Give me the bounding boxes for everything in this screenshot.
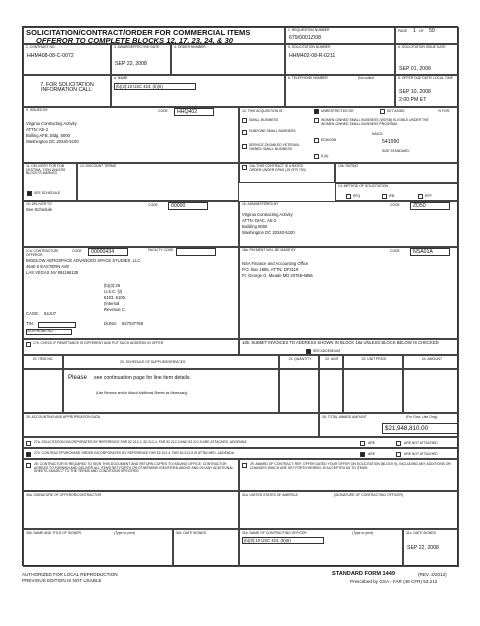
contractor-line: 4640 S EASTERN AVE <box>26 264 70 269</box>
administered-line: Building 6000 <box>242 224 268 229</box>
redaction-note: 6103, 6105 <box>104 295 125 300</box>
rating-label: 13b. RATING <box>338 164 359 168</box>
hubzone-label: HUBZONE SMALL BUSINESS <box>249 129 296 133</box>
discount-terms-label: 12. DISCOUNT TERMS <box>80 164 117 168</box>
administered-line: Washington DC 20340-5100 <box>242 230 295 235</box>
unit-cell <box>319 369 343 413</box>
title-block <box>23 27 285 44</box>
administered-line: Virginia Contracting Activity <box>242 212 293 217</box>
remittance-block <box>23 339 239 355</box>
contractor-sign-checkbox[interactable] <box>26 463 31 468</box>
rfq-checkbox[interactable] <box>346 194 351 199</box>
unit-price-label: 23. UNIT PRICE <box>361 357 387 361</box>
issued-by-block <box>23 107 239 163</box>
solicitation-info-block <box>23 75 111 107</box>
contractor-label: 17a. CONTRACTOR/ OFFEROR <box>26 249 59 257</box>
page-block <box>395 27 459 44</box>
administered-line: ATTN: DIAC, AE-2 <box>242 218 277 223</box>
unit-label: 22. UNIT <box>325 357 339 361</box>
rated-order-block <box>239 163 335 183</box>
27b-are-checkbox[interactable] <box>360 452 365 457</box>
award-date-label: 3. AWARD/EFFECTIVE DATE <box>114 45 160 49</box>
administered-code: ZD50 <box>413 203 426 209</box>
method-block <box>335 183 459 201</box>
item-no-label: 19. ITEM NO. <box>32 357 54 361</box>
award-date-block <box>111 44 171 75</box>
contractor-block <box>23 247 239 339</box>
deliver-to-code-field <box>168 202 208 210</box>
rated-order-checkbox[interactable] <box>242 165 247 170</box>
wosb-checkbox[interactable] <box>314 118 319 123</box>
solicitation-number-block <box>285 44 395 75</box>
total-award-amount: $21,948,810.00 <box>385 425 429 432</box>
administered-by-block <box>239 201 459 247</box>
see-schedule-checkbox[interactable] <box>27 191 32 196</box>
edwosb-checkbox[interactable] <box>314 138 319 143</box>
accounting-label: 25. ACCOUNTING AND APPROPRIATION DATA <box>26 415 101 419</box>
cage-code: 54JU7 <box>44 311 57 316</box>
solicitation-incorporates-checkbox[interactable] <box>26 441 31 446</box>
issued-by-line: Virginia Contracting Activity <box>26 121 77 126</box>
payment-code: NSA01A <box>413 249 433 255</box>
issue-date-label: 6. SOLICITATION ISSUE DATE <box>398 45 446 49</box>
phone-label: b. TELEPHONE NUMBER <box>288 76 328 80</box>
requisition-label: 1. REQUISITION NUMBER <box>288 28 330 32</box>
facility-code-label: FACILITY CODE <box>148 248 174 252</box>
requisition-number: 679/0001Z/08 <box>289 35 322 41</box>
officer-signature-label: (SIGNATURE OF CONTRACTING OFFICER) <box>334 493 404 497</box>
see-schedule-label: SEE SCHEDULE <box>34 191 61 195</box>
officer-name-value: (b)(3):10 USC 424, (b)(6) <box>244 538 291 543</box>
officer-signature-block <box>239 491 459 529</box>
contact-name-label: a. NAME <box>114 76 128 80</box>
rfp-checkbox[interactable] <box>418 194 423 199</box>
contractor-code-field <box>88 248 128 256</box>
schedule-header <box>63 355 279 369</box>
unit-header <box>319 355 343 369</box>
ifb-checkbox[interactable] <box>382 194 387 199</box>
addendum-label: SEE ADDENDUM <box>313 349 341 353</box>
issued-by-line: ATTN: AE-2 <box>26 127 49 132</box>
item-no-header <box>23 355 63 369</box>
remittance-label: 17b. CHECK IF REMITTANCE IS DIFFERENT AND PUT SUCH ADDRESS IN OFFER <box>33 341 164 345</box>
discount-terms-block <box>77 163 239 201</box>
usa-label: 31a. UNITED STATES OF AMERICA <box>242 493 298 497</box>
unit-price-header <box>343 355 403 369</box>
deliver-to-value: See Schedule <box>26 207 53 212</box>
payment-label: 18a. PAYMENT WILL BE MADE BY <box>242 248 296 252</box>
offeror-signature-label: 30a. SIGNATURE OF OFFEROR/CONTRACTOR <box>26 493 102 497</box>
issued-by-code-field <box>174 108 214 116</box>
signer-name-label: 30b. NAME AND TITLE OF SIGNER <box>26 531 81 535</box>
amount-cell <box>403 369 459 413</box>
schedule-cell <box>63 369 279 413</box>
officer-date-value: SEP 22, 2008 <box>407 545 439 551</box>
contract-number: HHM408-08-C-0072 <box>27 53 74 59</box>
set-aside-checkbox[interactable] <box>380 109 385 114</box>
signer-date-block <box>173 529 239 567</box>
award-contract-checkbox[interactable] <box>242 463 247 468</box>
contractor-code: 00000434 <box>91 249 115 255</box>
phone-note: (No collect <box>358 76 375 80</box>
deliver-to-code-label: CODE <box>148 203 158 207</box>
tin-label: TIN: <box>26 321 34 326</box>
addendum-checkbox[interactable] <box>306 349 311 354</box>
signer-name-block <box>23 529 173 567</box>
redaction-note: Revenue C <box>104 307 125 312</box>
contract-incorporates-checkbox[interactable] <box>26 452 31 457</box>
officer-type-print: (Type or print) <box>352 531 374 535</box>
page-total: 59 <box>429 28 435 34</box>
27a-are-not-checkbox[interactable] <box>396 441 401 446</box>
payment-line: P.O. Box 1685, ATTN: DF2119 <box>242 267 299 272</box>
schedule-label: 20. SCHEDULE OF SUPPLIES/SERVICES <box>120 360 186 364</box>
row-27b <box>23 448 459 459</box>
row-27a-text: 27a. SOLICITATION INCORPORATES BY REFERENCE FAR 52.212-1, 52.212-4. FAR 52.212-3 AND 52.212-5 ARE ATTACHED. ADDENDA <box>34 440 247 444</box>
offer-due-label: 8. OFFER DUE DATE/ LOCAL TIME <box>398 76 453 80</box>
order-number-block <box>171 44 285 75</box>
hubzone-checkbox[interactable] <box>242 130 247 135</box>
footer-form-name: STANDARD FORM 1449 <box>332 571 395 577</box>
27b-are-label: ARE <box>368 452 375 456</box>
amount-header <box>403 355 459 369</box>
naics-code: 541990 <box>382 139 400 145</box>
document-page <box>16 26 464 586</box>
contract-number-block <box>23 44 111 75</box>
administered-code-label: CODE <box>390 203 400 207</box>
eight-a-checkbox[interactable] <box>314 154 319 159</box>
issued-by-label: 9. ISSUED BY <box>26 108 48 112</box>
page-of: OF <box>419 29 424 33</box>
issue-date: SEP 01, 2008 <box>399 66 431 72</box>
order-number-label: 4. ORDER NUMBER <box>174 45 206 49</box>
items-note: (Use Reverse and/or Attach Additional Sheets as Necessary) <box>96 391 188 395</box>
redaction-note: U.S.C. §§ <box>104 289 123 294</box>
signer-date-label: 30c. DATE SIGNED <box>176 531 207 535</box>
page-label: PAGE <box>398 29 408 33</box>
govt-use-label: (For Govt. Use Only) <box>406 415 438 419</box>
quantity-label: 21. QUANTITY <box>288 357 312 361</box>
form-title: SOLICITATION/CONTRACT/ORDER FOR COMMERCIAL ITEMS <box>26 28 251 37</box>
telephone-label: TELEPHONE NO. <box>26 329 54 333</box>
administered-by-label: 16. ADMINISTERED BY <box>242 202 279 206</box>
remittance-checkbox[interactable] <box>26 342 31 347</box>
small-business-label: SMALL BUSINESS <box>249 118 279 122</box>
quantity-header <box>279 355 319 369</box>
footer-reproduction: AUTHORIZED FOR LOCAL REPRODUCTION <box>22 572 118 577</box>
footer-edition: PREVIOUS EDITION IS NOT USABLE <box>22 578 102 583</box>
redaction-note: (Internal <box>104 301 120 306</box>
issued-by-code-label: CODE <box>158 109 168 113</box>
27a-are-checkbox[interactable] <box>360 441 365 446</box>
signer-type-print: (Type or print) <box>114 531 136 535</box>
duns-number: 827037768 <box>122 321 143 326</box>
sdvosb-checkbox[interactable] <box>242 144 247 149</box>
deliver-to-code: 00000 <box>171 203 186 209</box>
unrestricted-checkbox[interactable] <box>314 109 319 114</box>
issued-by-code: HHQ402 <box>177 109 198 115</box>
method-label: 14. METHOD OF SOLICITATION <box>338 184 388 188</box>
officer-name-redacted <box>242 537 324 544</box>
administered-code-field <box>410 202 450 210</box>
offer-due-block <box>395 75 459 107</box>
total-award-block <box>319 413 459 437</box>
contractor-code-label: CODE <box>72 249 82 253</box>
item-no-cell <box>23 369 63 413</box>
contract-number-label: 2. CONTRACT NO. <box>26 45 56 49</box>
rfp-label: RFP <box>425 194 432 198</box>
delivery-label: 11. DELIVERY FOR FOB DESTINA- TION UNLESS BLOCK IS MARKED <box>26 164 66 176</box>
rating-block <box>335 163 459 183</box>
acquisition-label: 10. THIS ACQUISITION IS <box>242 109 283 113</box>
award-date: SEP 22, 2008 <box>115 61 147 67</box>
telephone-redaction <box>26 329 72 335</box>
contact-name-block <box>111 75 285 107</box>
footer-revision: (REV. 2/2012) <box>418 572 447 577</box>
accounting-block <box>23 413 319 437</box>
row-28-text: 28. CONTRACTOR IS REQUIRED TO SIGN THIS DOCUMENT AND RETURN COPIES TO ISSUING OFFICE. CONTRACTOR AGREES TO FURNISH AND DELIVER ALL ITEMS SET FORTH OR OTHERWISE IDENTIFIED ABOVE AND ON ANY ADDITIONAL SHEETS SUBJECT TO THE TERMS AND CONDITIONS SPECIFIED <box>34 462 234 474</box>
unit-price-cell <box>343 369 403 413</box>
please-text: Please <box>68 374 87 381</box>
payment-line: Ft. George G. Meade MD 20755-6856 <box>242 273 313 278</box>
total-award-field <box>382 423 458 434</box>
contact-name-value: (b)(3):10 USC 424, (b)(6) <box>116 84 163 89</box>
rated-order-label: 13a. THIS CONTRACT IS A RATED ORDER UNDER DPAS (15 CFR 700) <box>249 164 306 172</box>
total-award-label: 26. TOTAL AWARD AMOUNT <box>322 415 367 419</box>
set-aside-label: SET ASIDE: <box>387 109 406 113</box>
form-subtitle: OFFEROR TO COMPLETE BLOCKS 12, 17, 23, 24, & 30 <box>36 36 233 45</box>
facility-code-field <box>176 248 216 256</box>
issued-by-line: Washington DC 20340-5100 <box>26 139 79 144</box>
size-standard-label: SIZE STANDARD: <box>382 149 410 153</box>
row-29 <box>239 459 459 491</box>
27a-are-not-label: ARE NOT ATTACHED <box>404 441 438 445</box>
payment-block <box>239 247 459 339</box>
solicitation-number-label: 5. SOLICITATION NUMBER <box>288 45 331 49</box>
row-27b-text: 27b. CONTRACT/PURCHASE ORDER INCORPORATES BY REFERENCE FAR 52.212-4. FAR 52.212-5 IS ATTACHED. ADDENDA <box>34 451 235 455</box>
row-27a <box>23 437 459 448</box>
sf1449-form <box>22 26 458 566</box>
contractor-line: LAS VEGAS NV 891196135 <box>26 270 79 275</box>
ifb-label: IFB <box>389 194 395 198</box>
tin-redaction <box>38 322 76 328</box>
amount-label: 24. AMOUNT <box>421 357 443 361</box>
rfq-label: RFQ <box>353 194 361 198</box>
wosb-label: WOMEN-OWNED SMALL BUSINESS (WOSB) ELIGIBLE UNDER THE WOMEN-OWNED SMALL BUSINESS PROGRAM <box>321 118 429 126</box>
contractor-line: BIGELOW AEROSPACE ADVANCED SPACE STUDIES, LLC <box>26 258 141 263</box>
27b-are-not-checkbox[interactable] <box>396 452 401 457</box>
redaction-note: (b)(3):26 <box>104 283 121 288</box>
issued-by-line: Bolling AFB, Bldg. 6000 <box>26 133 70 138</box>
continuation-text: see continuation page for line item details. <box>94 375 191 381</box>
acquisition-block <box>239 107 459 163</box>
offer-due-date: SEP 10, 2008 <box>399 89 431 95</box>
payment-code-field <box>410 248 450 256</box>
officer-date-block <box>403 529 459 567</box>
deliver-to-block <box>23 201 239 247</box>
eight-a-label: 8 (A) <box>321 154 329 158</box>
percent-for-label: % FOR: <box>438 109 451 113</box>
duns-label: DUNS: <box>104 321 118 326</box>
unrestricted-label: UNRESTRICTED OR <box>321 109 354 113</box>
page-number: 1 <box>413 28 416 34</box>
officer-date-label: 31c. DATE SIGNED <box>406 531 437 535</box>
invoice-label: 18b. SUBMIT INVOICES TO ADDRESS SHOWN IN BLOCK 18a UNLESS BLOCK BELOW IS CHECKED <box>242 340 439 345</box>
payment-code-label: CODE <box>390 249 400 253</box>
footer-prescribed: Prescribed by GSA - FAR (48 CFR) 53.212 <box>350 579 438 584</box>
small-business-checkbox[interactable] <box>242 118 247 123</box>
27b-are-not-label: ARE NOT ATTACHED <box>404 452 438 456</box>
delivery-block <box>23 163 77 201</box>
offeror-signature-block <box>23 491 239 529</box>
officer-name-block <box>239 529 403 567</box>
naics-label: NAICS: <box>372 132 384 136</box>
27a-are-label: ARE <box>368 441 375 445</box>
contact-name-redacted <box>114 83 196 90</box>
requisition-block <box>285 27 395 44</box>
edwosb-label: EDWOSB <box>321 138 337 142</box>
offer-due-time: 2:00 PM ET <box>399 97 427 103</box>
payment-line: NSA Finance and Accounting Office <box>242 261 309 266</box>
solicitation-number: HHM402-08-R-0211 <box>289 53 336 59</box>
sdvosb-label: SERVICE-DISABLED VETERAN-OWNED SMALL BUSINESS <box>249 143 300 151</box>
cage-label: CAGE: <box>26 311 40 316</box>
deliver-to-label: 15. DELIVER TO <box>26 202 52 206</box>
invoice-block <box>239 339 459 355</box>
issue-date-block <box>395 44 459 75</box>
quantity-cell <box>279 369 319 413</box>
row-29-text: 29. AWARD OF CONTRACT: REF. OFFER DATED YOUR OFFER ON SOLICITATION (BLOCK 5), INCLUDING ANY ADDITIONS OR CHANGES WHICH ARE SET FORTH HEREIN, IS ACCEPTED AS TO ITEMS: <box>250 462 451 470</box>
solicitation-info-label: 7. FOR SOLICITATION INFORMATION CALL: <box>40 82 94 94</box>
officer-name-label: 31b. NAME OF CONTRACTING OFFICER <box>242 531 307 535</box>
row-28 <box>23 459 239 491</box>
phone-block <box>285 75 395 107</box>
